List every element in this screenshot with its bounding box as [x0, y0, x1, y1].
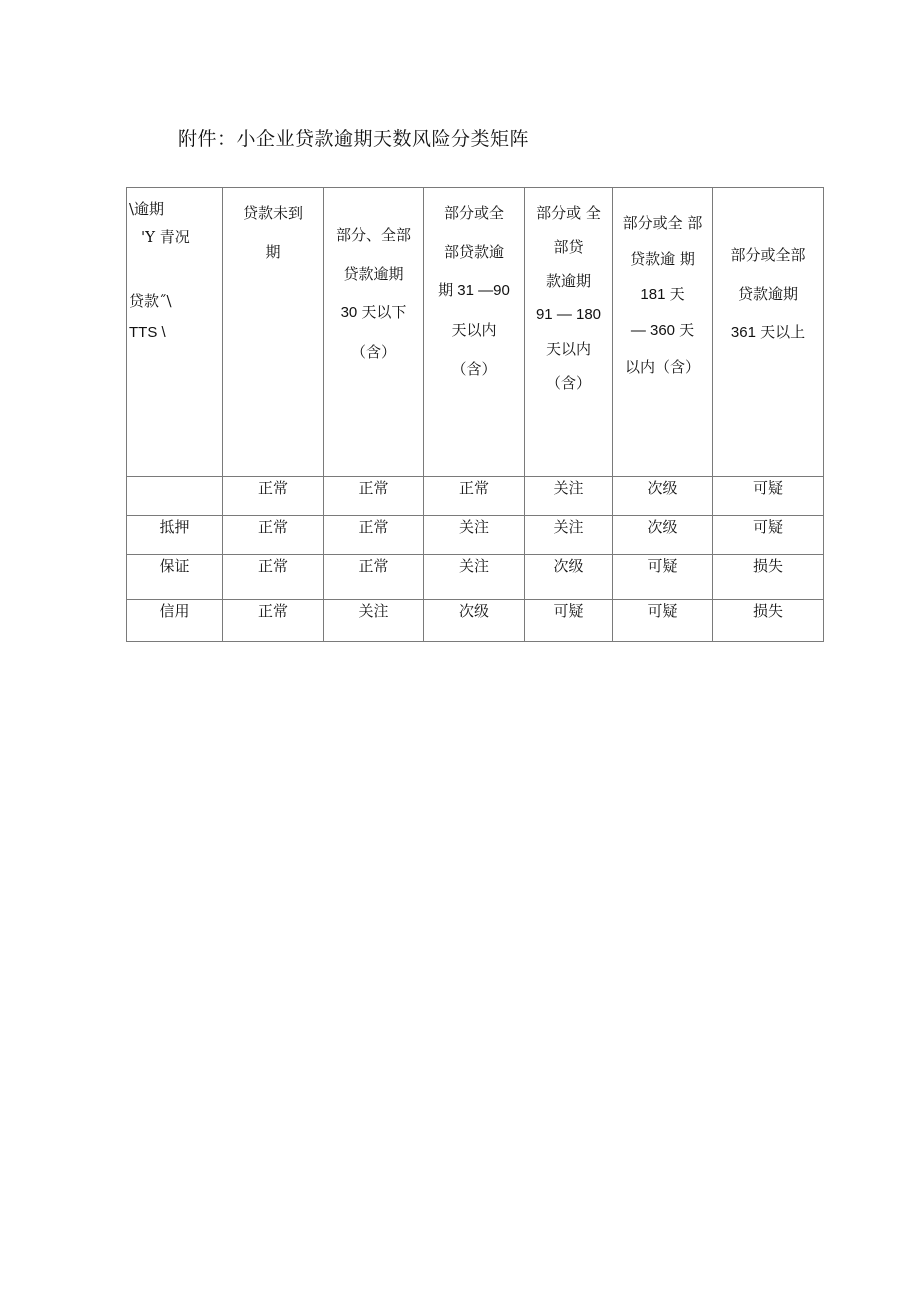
header-line: 期: [265, 243, 281, 261]
table-row: [127, 477, 824, 516]
table-cell: 关注: [525, 516, 613, 555]
row-label: 抵押: [127, 516, 223, 555]
table-cell: 关注: [525, 477, 613, 516]
row-label: 保证: [127, 555, 223, 600]
header-line: 361 天以上: [730, 324, 806, 341]
header-line: 部分、全部: [335, 226, 411, 244]
table-cell: 可疑: [713, 516, 824, 555]
header-line: 部分或全: [443, 204, 504, 222]
header-line: （含）: [545, 374, 591, 392]
table-cell: 关注: [424, 516, 525, 555]
header-line: 贷款逾 期: [630, 250, 695, 268]
header-line: 部贷: [553, 238, 584, 256]
table-cell: 正常: [424, 477, 525, 516]
table-cell: 正常: [324, 555, 424, 600]
header-line: 部分或全 部: [622, 214, 703, 232]
table-cell: 可疑: [525, 600, 613, 642]
header-line: 91 — 180: [535, 306, 602, 323]
column-header-not-due: [223, 188, 324, 477]
row-label: [127, 477, 223, 516]
table-cell: 关注: [424, 555, 525, 600]
table-cell: 正常: [223, 477, 324, 516]
header-row: [127, 188, 824, 477]
table-cell: 可疑: [713, 477, 824, 516]
table-cell: 正常: [223, 600, 324, 642]
table-cell: 正常: [223, 555, 324, 600]
table-row: [127, 600, 824, 642]
table-cell: 正常: [324, 516, 424, 555]
corner-label-overdue: \逾期: [129, 200, 165, 218]
header-line: 款逾期: [545, 272, 591, 290]
table-cell: 可疑: [613, 555, 713, 600]
corner-label-loan: 贷款˝\: [129, 292, 172, 310]
header-line: 181 天: [640, 286, 685, 303]
column-header-31-90: [424, 188, 525, 477]
header-line: 部分或 全: [536, 204, 601, 222]
risk-classification-matrix: [126, 187, 824, 642]
table-cell: 损失: [713, 600, 824, 642]
column-header-91-180: [525, 188, 613, 477]
table-cell: 次级: [525, 555, 613, 600]
row-label: 信用: [127, 600, 223, 642]
document-title: 附件：小企业贷款逾期天数风险分类矩阵: [178, 128, 530, 150]
table-cell: 可疑: [613, 600, 713, 642]
corner-label-tts: TTS \: [129, 324, 166, 341]
column-header-181-360: [613, 188, 713, 477]
table-cell: 次级: [424, 600, 525, 642]
table-cell: 次级: [613, 516, 713, 555]
header-line: 30 天以下: [340, 304, 407, 321]
column-header-under-30: [324, 188, 424, 477]
header-line: — 360 天: [630, 322, 695, 339]
corner-label-situation: 'Y 青况: [141, 228, 190, 246]
header-line: （含）: [451, 360, 497, 378]
corner-header-cell: [127, 188, 223, 477]
table-row: [127, 516, 824, 555]
header-line: 天以内: [451, 321, 497, 339]
header-line: 天以内: [545, 340, 591, 358]
header-line: 期 31 —90: [438, 282, 510, 299]
table-cell: 正常: [223, 516, 324, 555]
header-line: 贷款逾期: [737, 285, 798, 303]
table-cell: 次级: [613, 477, 713, 516]
header-line: 部分或全部: [730, 246, 806, 264]
table-cell: 损失: [713, 555, 824, 600]
table-row: [127, 555, 824, 600]
column-header-over-361: [713, 188, 824, 477]
header-line: （含）: [350, 343, 396, 361]
table-cell: 关注: [324, 600, 424, 642]
header-line: 贷款未到: [242, 204, 303, 222]
header-line: 部贷款逾: [443, 243, 504, 261]
table-cell: 正常: [324, 477, 424, 516]
header-line: 以内（含）: [624, 358, 700, 376]
header-line: 贷款逾期: [343, 265, 404, 283]
